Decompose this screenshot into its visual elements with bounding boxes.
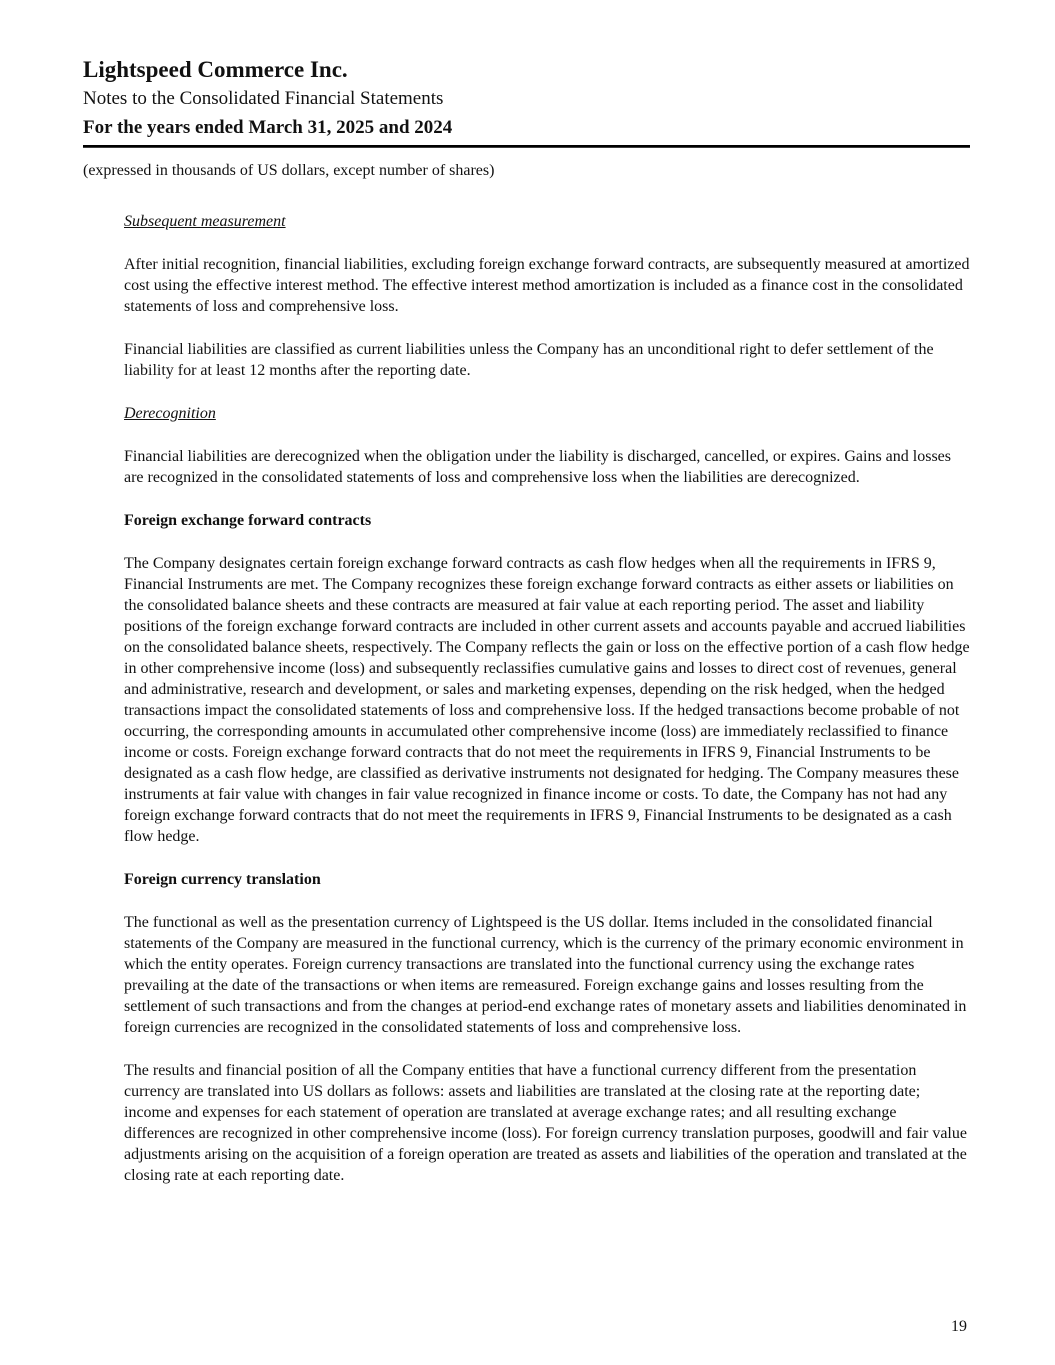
paragraph: Financial liabilities are derecognized when the obligation under the liability is discharged, cancelled, or expires. Gains and losses are recognized in the consolidated statements of loss and comprehensive loss when the liabilities are derecognized. <box>124 448 952 486</box>
reporting-period: For the years ended March 31, 2025 and 2024 <box>83 117 453 138</box>
document-subtitle: Notes to the Consolidated Financial Statements <box>83 88 444 109</box>
paragraph: The functional as well as the presentation currency of Lightspeed is the US dollar. Items included in the consolidated financial statements of the Company are measured in the functional currency, which is the currency of the primary economic environment in which the entity operates. Foreign currency transactions are translated into the functional currency using the exchange rates prevailing at the date of the transactions or when items are remeasured. Foreign exchange gains and losses resulting from the settlement of such transactions and from the changes at period-end exchange rates of monetary assets and liabilities denominated in foreign currencies are recognized in the consolidated statements of loss and comprehensive loss. <box>124 914 967 1036</box>
header-rule <box>83 145 970 148</box>
document-header <box>0 0 1055 181</box>
document-body <box>0 181 1055 1186</box>
paragraph: The Company designates certain foreign exchange forward contracts as cash flow hedges when all the requirements in IFRS 9, Financial Instruments are met. The Company recognizes these foreign exchange forward contracts as either assets or liabilities on the consolidated balance sheets and these contracts are measured at fair value at each reporting period. The asset and liability positions of the foreign exchange forward contracts are included in other current assets and accounts payable and accrued liabilities on the consolidated balance sheets, respectively. The Company reflects the gain or loss on the effective portion of a cash flow hedge in other comprehensive income (loss) and subsequently reclassifies cumulative gains and losses to direct cost of revenues, general and administrative, research and development, or sales and marketing expenses, depending on the risk hedged, when the hedged transactions impact the consolidated statements of loss and comprehensive loss. If the hedged transactions become probable of not occurring, the corresponding amounts in accumulated other comprehensive income (loss) are immediately reclassified to finance income or costs. Foreign exchange forward contracts that do not meet the requirements in IFRS 9, Financial Instruments to be designated as a cash flow hedge, are classified as derivative instruments not designated for hedging. The Company measures these instruments at fair value with changes in fair value recognized in finance income or costs. To date, the Company has not had any foreign exchange forward contracts that do not meet the requirements in IFRS 9, Financial Instruments to be designated as a cash flow hedge. <box>124 555 970 845</box>
currency-note: (expressed in thousands of US dollars, except number of shares) <box>83 162 495 179</box>
section-heading-subsequent-measurement: Subsequent measurement <box>124 213 286 230</box>
paragraph: The results and financial position of all the Company entities that have a functional currency different from the presentation currency are translated into US dollars as follows: assets and liabilities are translated at the closing rate at the reporting date; income and expenses for each statement of operation are translated at average exchange rates; and all resulting exchange differences are recognized in other comprehensive income (loss). For foreign currency translation purposes, goodwill and fair value adjustments arising on the acquisition of a foreign operation are treated as assets and liabilities of the operation and translated at the closing rate at each reporting date. <box>124 1062 967 1184</box>
paragraph: After initial recognition, financial liabilities, excluding foreign exchange forward contracts, are subsequently measured at amortized cost using the effective interest method. The effective interest method amortization is included as a finance cost in the consolidated statements of loss and comprehensive loss. <box>124 256 970 315</box>
section-heading-derecognition: Derecognition <box>124 405 216 422</box>
page-number: 19 <box>951 1318 967 1335</box>
paragraph: Financial liabilities are classified as current liabilities unless the Company has an unconditional right to defer settlement of the liability for at least 12 months after the reporting date. <box>124 341 934 379</box>
section-heading-foreign-exchange-forward-contracts: Foreign exchange forward contracts <box>124 512 372 529</box>
company-name: Lightspeed Commerce Inc. <box>83 57 348 82</box>
section-heading-foreign-currency-translation: Foreign currency translation <box>124 871 321 888</box>
